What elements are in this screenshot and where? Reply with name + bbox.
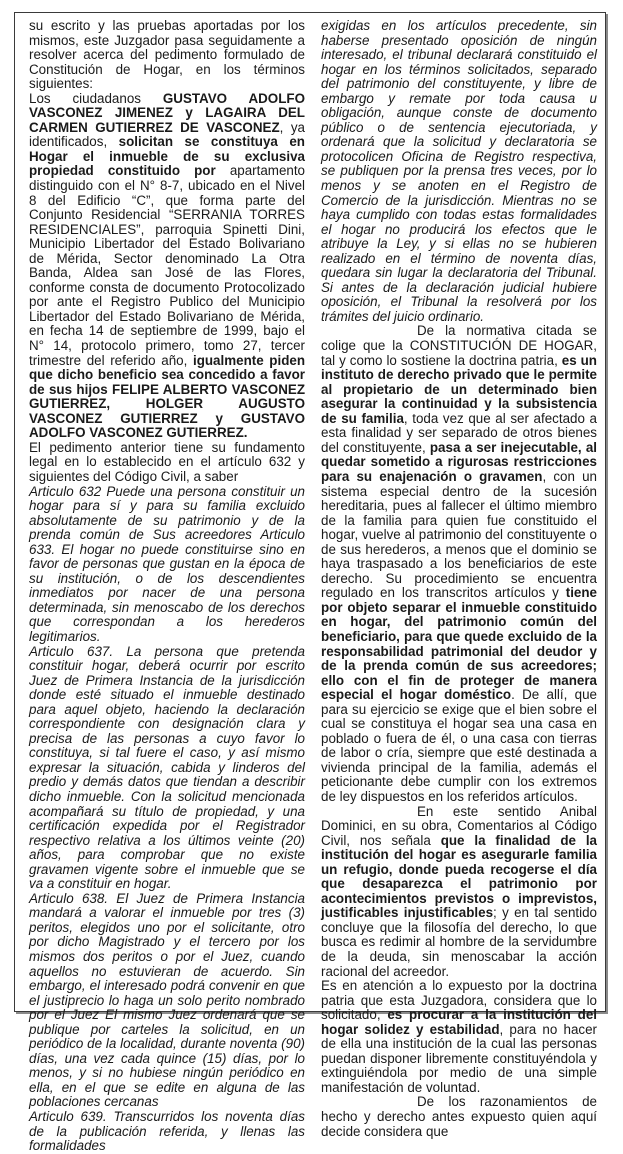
- article-639-continued: exigidas en los artículos precedente, sin haberse presentado oposición de ningún interesado, el tribunal declarará constituido el hogar en los términos solicitados, separado del patrimonio del constituyente, y libre de embargo y remate por toda causa u obligación, aunque conste de documento público o de sentencia ejecutoriada, y ordenará que la solicitud y declaratoria se protocolicen Oficina de Registro respectiva, se publiquen por la prensa tres veces, por lo menos y se anoten en el Registro de Comercio de la jurisdicción. Mientras no se haya cumplido con todas estas formalidades el hogar no producirá los efectos que le atribuye la Ley, y si ellas no se hubieren realizado en el término de noventa días, quedara sin lugar la declaratoria del Tribunal. Si antes de la declaración judicial hubiere oposición, el Tribunal la resolverá por los trámites del juicio ordinario.: [321, 18, 597, 324]
- text-run: Es en atención a lo expuesto por la doctrina patria que esta Juzgadora, considera que lo solicitado,: [321, 978, 597, 1023]
- bold-run: tiene por objeto separar el inmueble constituido en hogar, del patrimonio común del beneficiario, para que quede excluido de la responsabilidad patrimonial del deudor y de la prenda común de sus acreedores; ello con el fin de proteger de manera especial el hogar doméstico: [321, 585, 597, 703]
- text-run: , para no hacer de ella una institución de la cual las personas puedan disponer libremente constituyéndola y extinguiéndola por medio de una simple manifestación de voluntad.: [321, 1021, 597, 1095]
- article-637: Articulo 637. La persona que pretenda constituir hogar, deberá ocurrir por escrito Juez de Primera Instancia de la jurisdicción donde esté situado el inmueble destinado para aquel objeto, haciendo la declaración correspondiente con designación clara y precisa de las personas a cuyo favor lo constituya, si tal fuere el caso, y así mismo expresar la situación, cabida y linderos del predio y demás datos que tiendan a describir dicho inmueble. Con la solicitud mencionada acompañará su título de propiedad, y una certificación expedida por el Registrador respectivo relativa a los últimos veinte (20) años, para comprobar que no existe gravamen vigente sobre el inmueble que se va a constituir en hogar.: [29, 643, 305, 892]
- text-run: , con un sistema especial dentro de la sucesión hereditaria, pues al fallecer el último miembro de la familia para quien fue constituido el hogar, vuelve al patrimonio del constituyente o de sus herederos, a menos que el dominio se haya traspasado a los beneficiarios de este derecho. Su procedimiento se encuentra regulado en los transcritos artículos y: [321, 468, 597, 601]
- normativa-paragraph: [321, 324, 597, 804]
- bold-run: pasa a ser inejecutable, al quedar sometido a rigurosas restricciones para su enajenación o gravamen: [321, 439, 597, 484]
- razonamientos-paragraph: De los razonamientos de hecho y derecho antes expuesto quien aquí decide considera que: [321, 1094, 597, 1139]
- bold-run: que la finalidad de la institución del hogar es asegurarle familia un refugio, donde pueda recogerse el día que desaparezca el patrimonio por acontecimientos previstos o imprevistos, justificables injustificables: [321, 832, 597, 921]
- text-run: apartamento distinguido con el N° 8-7, ubicado en el Nivel 8 del Edificio “C”, que forma parte del Conjunto Residencial “SERRANIA TORRES RESIDENCIALES”, parroquia Spinetti Dini, Municipio Libertador del Estado Bolivariano de Mérida, Sector denominado La Otra Banda, Aldea san José de las Flores, conforme consta de documento Protocolizado por ante el Registro Publico del Municipio Libertador del Estado Bolivariano de Mérida, en fecha 14 de septiembre de 1999, bajo el N° 14, protocolo primero, tomo 27, tercer trimestre del referido año,: [29, 163, 306, 368]
- article-638: Articulo 638. El Juez de Primera Instancia mandará a valorar el inmueble por tres (3) peritos, elegidos uno por el solicitante, otro por dicho Magistrado y el tercero por los mismos dos peritos o por el Juez, cuando aquellos no estuvieran de acuerdo. Sin embargo, el interesado podrá convenir en que el justiprecio lo haga un solo perito nombrado por el Juez El mismo Juez ordenará que se publique por carteles la solicitud, en un periódico de la localidad, durante noventa (90) días, una vez cada quince (15) días, por lo menos, y si no hubiese ningún periódico en ella, en el que se edite en alguna de las poblaciones cercanas: [29, 890, 305, 1110]
- atencion-paragraph: [321, 979, 597, 1095]
- text-run: En este sentido Anibal Dominici, en su obra, Comentarios al Código Civil, nos señala: [321, 803, 597, 848]
- left-column: [29, 19, 305, 1154]
- beneficiaries-names: igualmente piden que dicho beneficio sea concedido a favor de sus hijos FELIPE ALBERTO VASCONEZ GUTIERREZ, HOLGER AUGUSTO VASCONEZ GUTIERREZ y GUSTAVO ADOLFO VASCONEZ GUTIERREZ.: [29, 352, 305, 441]
- text-run: , toda vez que al ser afectado a esta finalidad y ser separado de otros bienes del constituyente,: [321, 410, 597, 455]
- bold-run: solicitan se constituya en Hogar el inmueble de su exclusiva propiedad constituido por: [29, 134, 305, 179]
- bold-run: es un instituto de derecho privado que le permite al propietario de un determinado bien asegurar la continuidad y la subsistencia de su familia: [321, 352, 597, 426]
- document-page: [14, 12, 606, 1154]
- text-run: . De allí, que para su ejercicio se exige que el bien sobre el cual se constituya el hogar sea una casa en poblado o fuera de él, o una casa con tierras de labor o cría, siempre que esté destinada a vivienda principal de la familia, además el peticionante debe cumplir con los extremos de ley dispuestos en los referidos artículos.: [321, 687, 597, 804]
- petition-paragraph: [29, 92, 305, 441]
- text-run: De la normativa citada se colige que la CONSTITUCIÓN DE HOGAR, tal y como lo sostiene la doctrina patria,: [321, 323, 597, 368]
- article-632: Articulo 632 Puede una persona constituir un hogar para sí y para su familia excluido absolutamente de su patrimonio y de la prenda común de Sus acreedores Articulo 633. El hogar no puede constituirse sino en favor de personas que gustan en la época de su institución, o de los descendientes inmediatos por nacer de una persona determinada, sin menoscabo de los derechos que correspondan a los herederos legitimarios.: [29, 483, 305, 644]
- article-639-start: Articulo 639. Transcurridos los noventa días de la publicación referida, y llenas las formalidades: [29, 1109, 305, 1154]
- bold-run: es procurar a la institución del hogar solidez y estabilidad: [321, 1007, 598, 1037]
- intro-paragraph: su escrito y las pruebas aportadas por los mismos, este Juzgador pasa seguidamente a resolver acerca del pedimento formulado de Constitución de Hogar, en los términos siguientes:: [29, 18, 305, 92]
- right-column: [321, 19, 597, 1139]
- text-run: , ya identificados,: [29, 119, 305, 150]
- legal-basis-paragraph: El pedimento anterior tiene su fundamento legal en lo establecido en el artículo 632 y siguientes del Código Civil, a saber: [29, 439, 305, 484]
- text-run: ; y en tal sentido concluye que la filosofía del derecho, lo que busca es redimir al hombre de la servidumbre de la deuda, sin menoscabar la acción racional del acreedor.: [321, 905, 597, 979]
- text-run: Los ciudadanos: [29, 90, 163, 106]
- petitioner-names: GUSTAVO ADOLFO VASCONEZ JIMENEZ y LAGAIRA DEL CARMEN GUTIERREZ DE VASCONEZ: [29, 90, 306, 135]
- dominici-paragraph: [321, 805, 597, 980]
